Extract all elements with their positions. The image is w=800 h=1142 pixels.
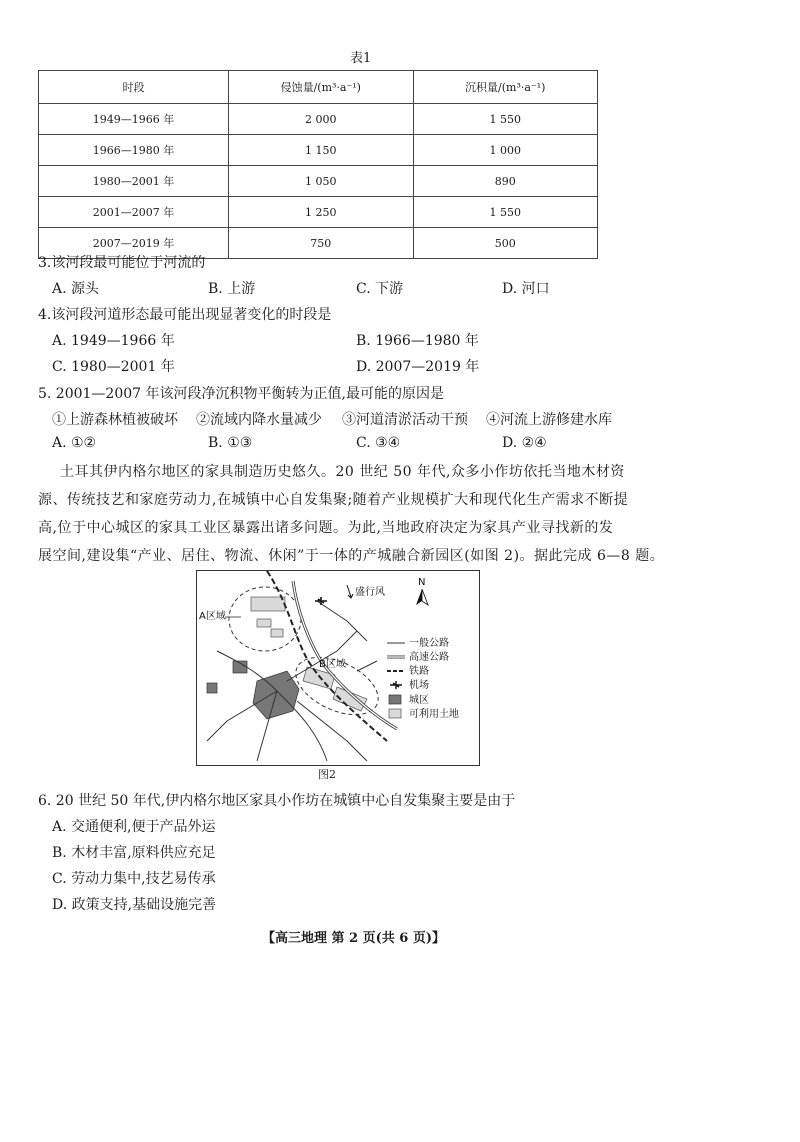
available-land [271,629,283,637]
label-wind: 盛行风 [355,587,385,598]
q3-option-b[interactable]: B. 上游 [208,281,256,297]
cell-erosion: 750 [229,228,413,259]
cell-deposition: 1 550 [413,104,597,135]
table-row [39,104,598,135]
passage-line: 高,位于中心城区的家具工业区暴露出诸多问题。为此,当地政府决定为家具产业寻找新的发 [38,520,614,536]
page-footer: 【高三地理 第 2 页(共 6 页)】 [262,931,446,946]
region-b-boundary [287,646,387,727]
q4-option-b[interactable]: B. 1966—1980 年 [356,333,479,349]
legend-urban: 城区 [409,695,429,706]
q6-option-d[interactable]: D. 政策支持,基础设施完善 [52,897,217,913]
map-svg [197,571,479,765]
general-road [357,661,377,671]
highway [293,581,397,729]
q4-option-a[interactable]: A. 1949—1966 年 [52,333,175,349]
cell-period: 1949—1966 年 [39,104,229,135]
passage-line: 源、传统技艺和家庭劳动力,在城镇中心自发集聚;随着产业规模扩大和现代化生产需求不断提 [38,492,629,508]
cell-erosion: 1 150 [229,135,413,166]
cell-deposition: 890 [413,166,597,197]
available-land [251,597,285,611]
cell-deposition: 1 000 [413,135,597,166]
table-caption: 表1 [350,51,372,66]
north-arrow-icon [416,589,428,605]
q5-option-c[interactable]: C. ③④ [356,435,401,451]
passage-line: 展空间,建设集“产业、居住、物流、休闲”于一体的产城融合新园区(如图 2)。据此完成 6—8 题。 [38,548,665,564]
legend-land: 可利用土地 [409,709,459,720]
label-region-a: A区域 [199,611,226,622]
q4-option-c[interactable]: C. 1980—2001 年 [52,359,175,375]
wind-arrow-icon [347,585,353,598]
cell-period: 2001—2007 年 [39,197,229,228]
cell-deposition: 1 550 [413,197,597,228]
map-legend [387,636,459,720]
available-land [333,687,367,711]
question-6-stem: 6. 20 世纪 50 年代,伊内格尔地区家具小作坊在城镇中心自发集聚主要是由于 [38,793,516,809]
q6-option-c[interactable]: C. 劳动力集中,技艺易传承 [52,871,216,887]
q5-item-1: ①上游森林植被破坏 [52,412,178,428]
cell-erosion: 1 050 [229,166,413,197]
q6-option-a[interactable]: A. 交通便利,便于产品外运 [52,819,216,835]
q3-option-a[interactable]: A. 源头 [52,281,100,297]
q5-item-2: ②流域内降水量减少 [196,412,322,428]
q5-option-a[interactable]: A. ①② [52,435,97,451]
cell-period: 1966—1980 年 [39,135,229,166]
q4-option-d[interactable]: D. 2007—2019 年 [356,359,480,375]
header-erosion: 侵蚀量/(m³·a⁻¹) [229,71,413,104]
question-5-stem: 5. 2001—2007 年该河段净沉积物平衡转为正值,最可能的原因是 [38,386,444,402]
general-road [317,601,367,641]
question-3-stem: 3.该河段最可能位于河流的 [38,255,206,271]
legend-airport-icon [390,681,402,689]
q3-option-d[interactable]: D. 河口 [502,281,550,297]
q5-item-4: ④河流上游修建水库 [486,412,612,428]
cell-period: 1980—2001 年 [39,166,229,197]
label-region-b: B区域 [319,659,346,670]
legend-railway: 铁路 [409,666,429,677]
question-4-stem: 4.该河段河道形态最可能出现显著变化的时段是 [38,307,332,323]
q3-option-c[interactable]: C. 下游 [356,281,404,297]
header-period: 时段 [39,71,229,104]
north-label: N [418,577,426,588]
table-row [39,135,598,166]
general-road [297,701,367,761]
legend-airport: 机场 [409,680,429,691]
legend-urban-symbol [389,695,401,704]
legend-road: 一般公路 [409,638,449,649]
urban-area [207,683,217,693]
passage-line: 土耳其伊内格尔地区的家具制造历史悠久。20 世纪 50 年代,众多小作坊依托当地木材资 [60,464,625,480]
table-row [39,166,598,197]
legend-highway: 高速公路 [409,652,449,663]
table-row [39,197,598,228]
q5-option-d[interactable]: D. ②④ [502,435,547,451]
cell-erosion: 2 000 [229,104,413,135]
figure-caption: 图2 [318,768,336,781]
q5-item-3: ③河道清淤活动干预 [342,412,468,428]
cell-deposition: 500 [413,228,597,259]
figure-2-map [196,570,480,766]
reading-passage [38,458,768,570]
available-land [257,619,271,627]
q6-option-b[interactable]: B. 木材丰富,原料供应充足 [52,845,216,861]
q5-option-b[interactable]: B. ①③ [208,435,253,451]
legend-land-symbol [389,709,401,718]
highway [293,581,397,729]
table-header-row [39,71,598,104]
cell-erosion: 1 250 [229,197,413,228]
airport-icon [315,597,327,605]
header-deposition: 沉积量/(m³·a⁻¹) [413,71,597,104]
erosion-deposition-table [38,70,598,259]
cell-period: 2007—2019 年 [39,228,229,259]
